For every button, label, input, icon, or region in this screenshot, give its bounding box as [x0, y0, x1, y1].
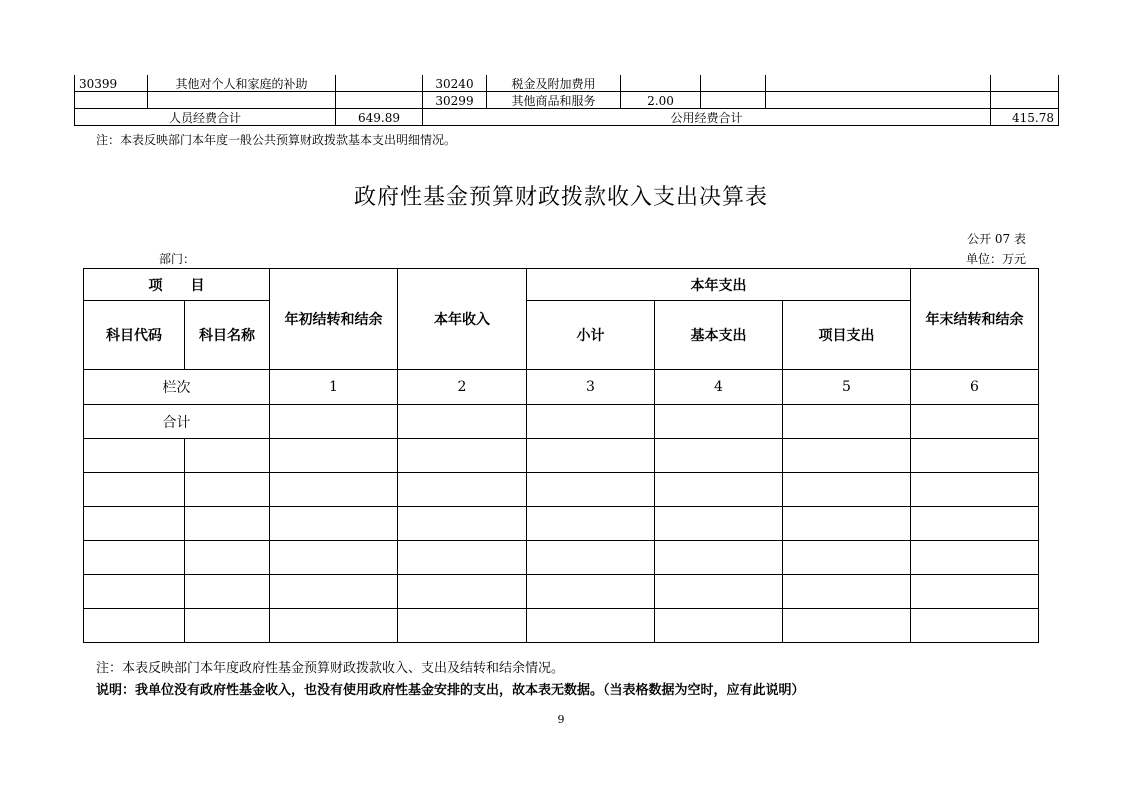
page-title: 政府性基金预算财政拨款收入支出决算表	[353, 185, 768, 210]
total-row-label: 合计	[84, 405, 270, 439]
empty-cell	[527, 439, 655, 473]
empty-cell	[398, 609, 527, 643]
public-total-value: 415.78	[991, 109, 1059, 126]
note-bottom: 注：本表反映部门本年度政府性基金预算财政拨款收入、支出及结转和结余情况。	[96, 661, 565, 676]
dept-label: 部门：	[159, 252, 196, 266]
empty-cell	[270, 507, 398, 541]
empty-cell	[84, 541, 185, 575]
empty-cell	[911, 405, 1039, 439]
empty-cell	[911, 575, 1039, 609]
empty-cell	[655, 405, 783, 439]
empty-cell	[185, 473, 270, 507]
empty-cell	[270, 575, 398, 609]
empty-cell	[398, 541, 527, 575]
empty-cell	[270, 473, 398, 507]
empty-cell	[185, 507, 270, 541]
empty-cell	[655, 507, 783, 541]
column-num: 5	[783, 370, 911, 405]
personnel-total-label: 人员经费合计	[75, 109, 336, 126]
fund-budget-table	[83, 268, 1039, 643]
code-cell: 30240	[423, 75, 487, 92]
header-item: 项 目	[84, 269, 270, 301]
header-code: 科目代码	[84, 301, 185, 370]
empty-cell	[527, 473, 655, 507]
empty-cell	[911, 609, 1039, 643]
empty-cell	[185, 609, 270, 643]
totals-row	[75, 109, 1059, 126]
prev-expense-table	[74, 75, 1059, 126]
empty-cell	[527, 609, 655, 643]
empty-cell	[527, 541, 655, 575]
empty-cell	[911, 507, 1039, 541]
header-expense: 本年支出	[527, 269, 911, 301]
empty-cell	[398, 575, 527, 609]
table-row	[84, 609, 1039, 643]
header-basic: 基本支出	[655, 301, 783, 370]
form-number: 公开 07 表	[967, 232, 1026, 246]
empty-cell	[84, 609, 185, 643]
value-cell	[621, 75, 701, 92]
column-num: 6	[911, 370, 1039, 405]
empty-cell	[766, 92, 991, 109]
table-row	[75, 92, 1059, 109]
personnel-total-value: 649.89	[336, 109, 423, 126]
empty-cell	[398, 405, 527, 439]
empty-cell	[991, 92, 1059, 109]
header-begin-balance: 年初结转和结余	[270, 269, 398, 370]
empty-cell	[911, 473, 1039, 507]
empty-cell	[655, 609, 783, 643]
column-num: 4	[655, 370, 783, 405]
empty-cell	[398, 473, 527, 507]
name-cell: 税金及附加费用	[487, 75, 621, 92]
code-cell: 30299	[423, 92, 487, 109]
empty-cell	[701, 92, 766, 109]
value-cell: 2.00	[621, 92, 701, 109]
empty-cell	[398, 507, 527, 541]
empty-cell	[783, 439, 911, 473]
explanation-text: 说明：我单位没有政府性基金收入，也没有使用政府性基金安排的支出，故本表无数据。（当表格数据为空时，应有此说明）	[96, 683, 805, 698]
column-num: 1	[270, 370, 398, 405]
empty-cell	[783, 575, 911, 609]
empty-cell	[655, 473, 783, 507]
empty-cell	[185, 541, 270, 575]
empty-cell	[84, 473, 185, 507]
empty-cell	[185, 439, 270, 473]
empty-cell	[783, 541, 911, 575]
empty-cell	[75, 92, 148, 109]
public-total-label: 公用经费合计	[423, 109, 991, 126]
empty-cell	[270, 439, 398, 473]
empty-cell	[655, 439, 783, 473]
empty-cell	[336, 92, 423, 109]
empty-cell	[655, 541, 783, 575]
name-cell: 其他商品和服务	[487, 92, 621, 109]
empty-cell	[527, 575, 655, 609]
empty-cell	[270, 541, 398, 575]
header-end-balance: 年末结转和结余	[911, 269, 1039, 370]
empty-cell	[911, 439, 1039, 473]
header-subtotal: 小计	[527, 301, 655, 370]
empty-cell	[655, 575, 783, 609]
header-row	[84, 269, 1039, 301]
empty-cell	[527, 405, 655, 439]
empty-cell	[766, 75, 991, 92]
column-row-label: 栏次	[84, 370, 270, 405]
code-cell: 30399	[75, 75, 148, 92]
column-number-row	[84, 370, 1039, 405]
empty-cell	[911, 541, 1039, 575]
empty-cell	[783, 609, 911, 643]
empty-cell	[783, 473, 911, 507]
empty-cell	[991, 75, 1059, 92]
column-num: 3	[527, 370, 655, 405]
empty-cell	[84, 507, 185, 541]
header-name: 科目名称	[185, 301, 270, 370]
empty-cell	[84, 439, 185, 473]
table-row	[84, 575, 1039, 609]
empty-cell	[270, 405, 398, 439]
empty-cell	[185, 575, 270, 609]
header-project: 项目支出	[783, 301, 911, 370]
header-row	[84, 301, 1039, 370]
table-row	[84, 507, 1039, 541]
unit-label: 单位：万元	[965, 252, 1026, 266]
empty-cell	[783, 405, 911, 439]
column-num: 2	[398, 370, 527, 405]
empty-cell	[783, 507, 911, 541]
table-row	[84, 541, 1039, 575]
total-row	[84, 405, 1039, 439]
empty-cell	[527, 507, 655, 541]
table-row	[84, 439, 1039, 473]
empty-cell	[398, 439, 527, 473]
empty-cell	[148, 92, 336, 109]
name-cell: 其他对个人和家庭的补助	[148, 75, 336, 92]
note-top: 注：本表反映部门本年度一般公共预算财政拨款基本支出明细情况。	[96, 133, 457, 147]
empty-cell	[701, 75, 766, 92]
value-cell	[336, 75, 423, 92]
table-row	[75, 75, 1059, 92]
header-income: 本年收入	[398, 269, 527, 370]
table-row	[84, 473, 1039, 507]
empty-cell	[270, 609, 398, 643]
empty-cell	[84, 575, 185, 609]
page-number: 9	[557, 713, 565, 726]
